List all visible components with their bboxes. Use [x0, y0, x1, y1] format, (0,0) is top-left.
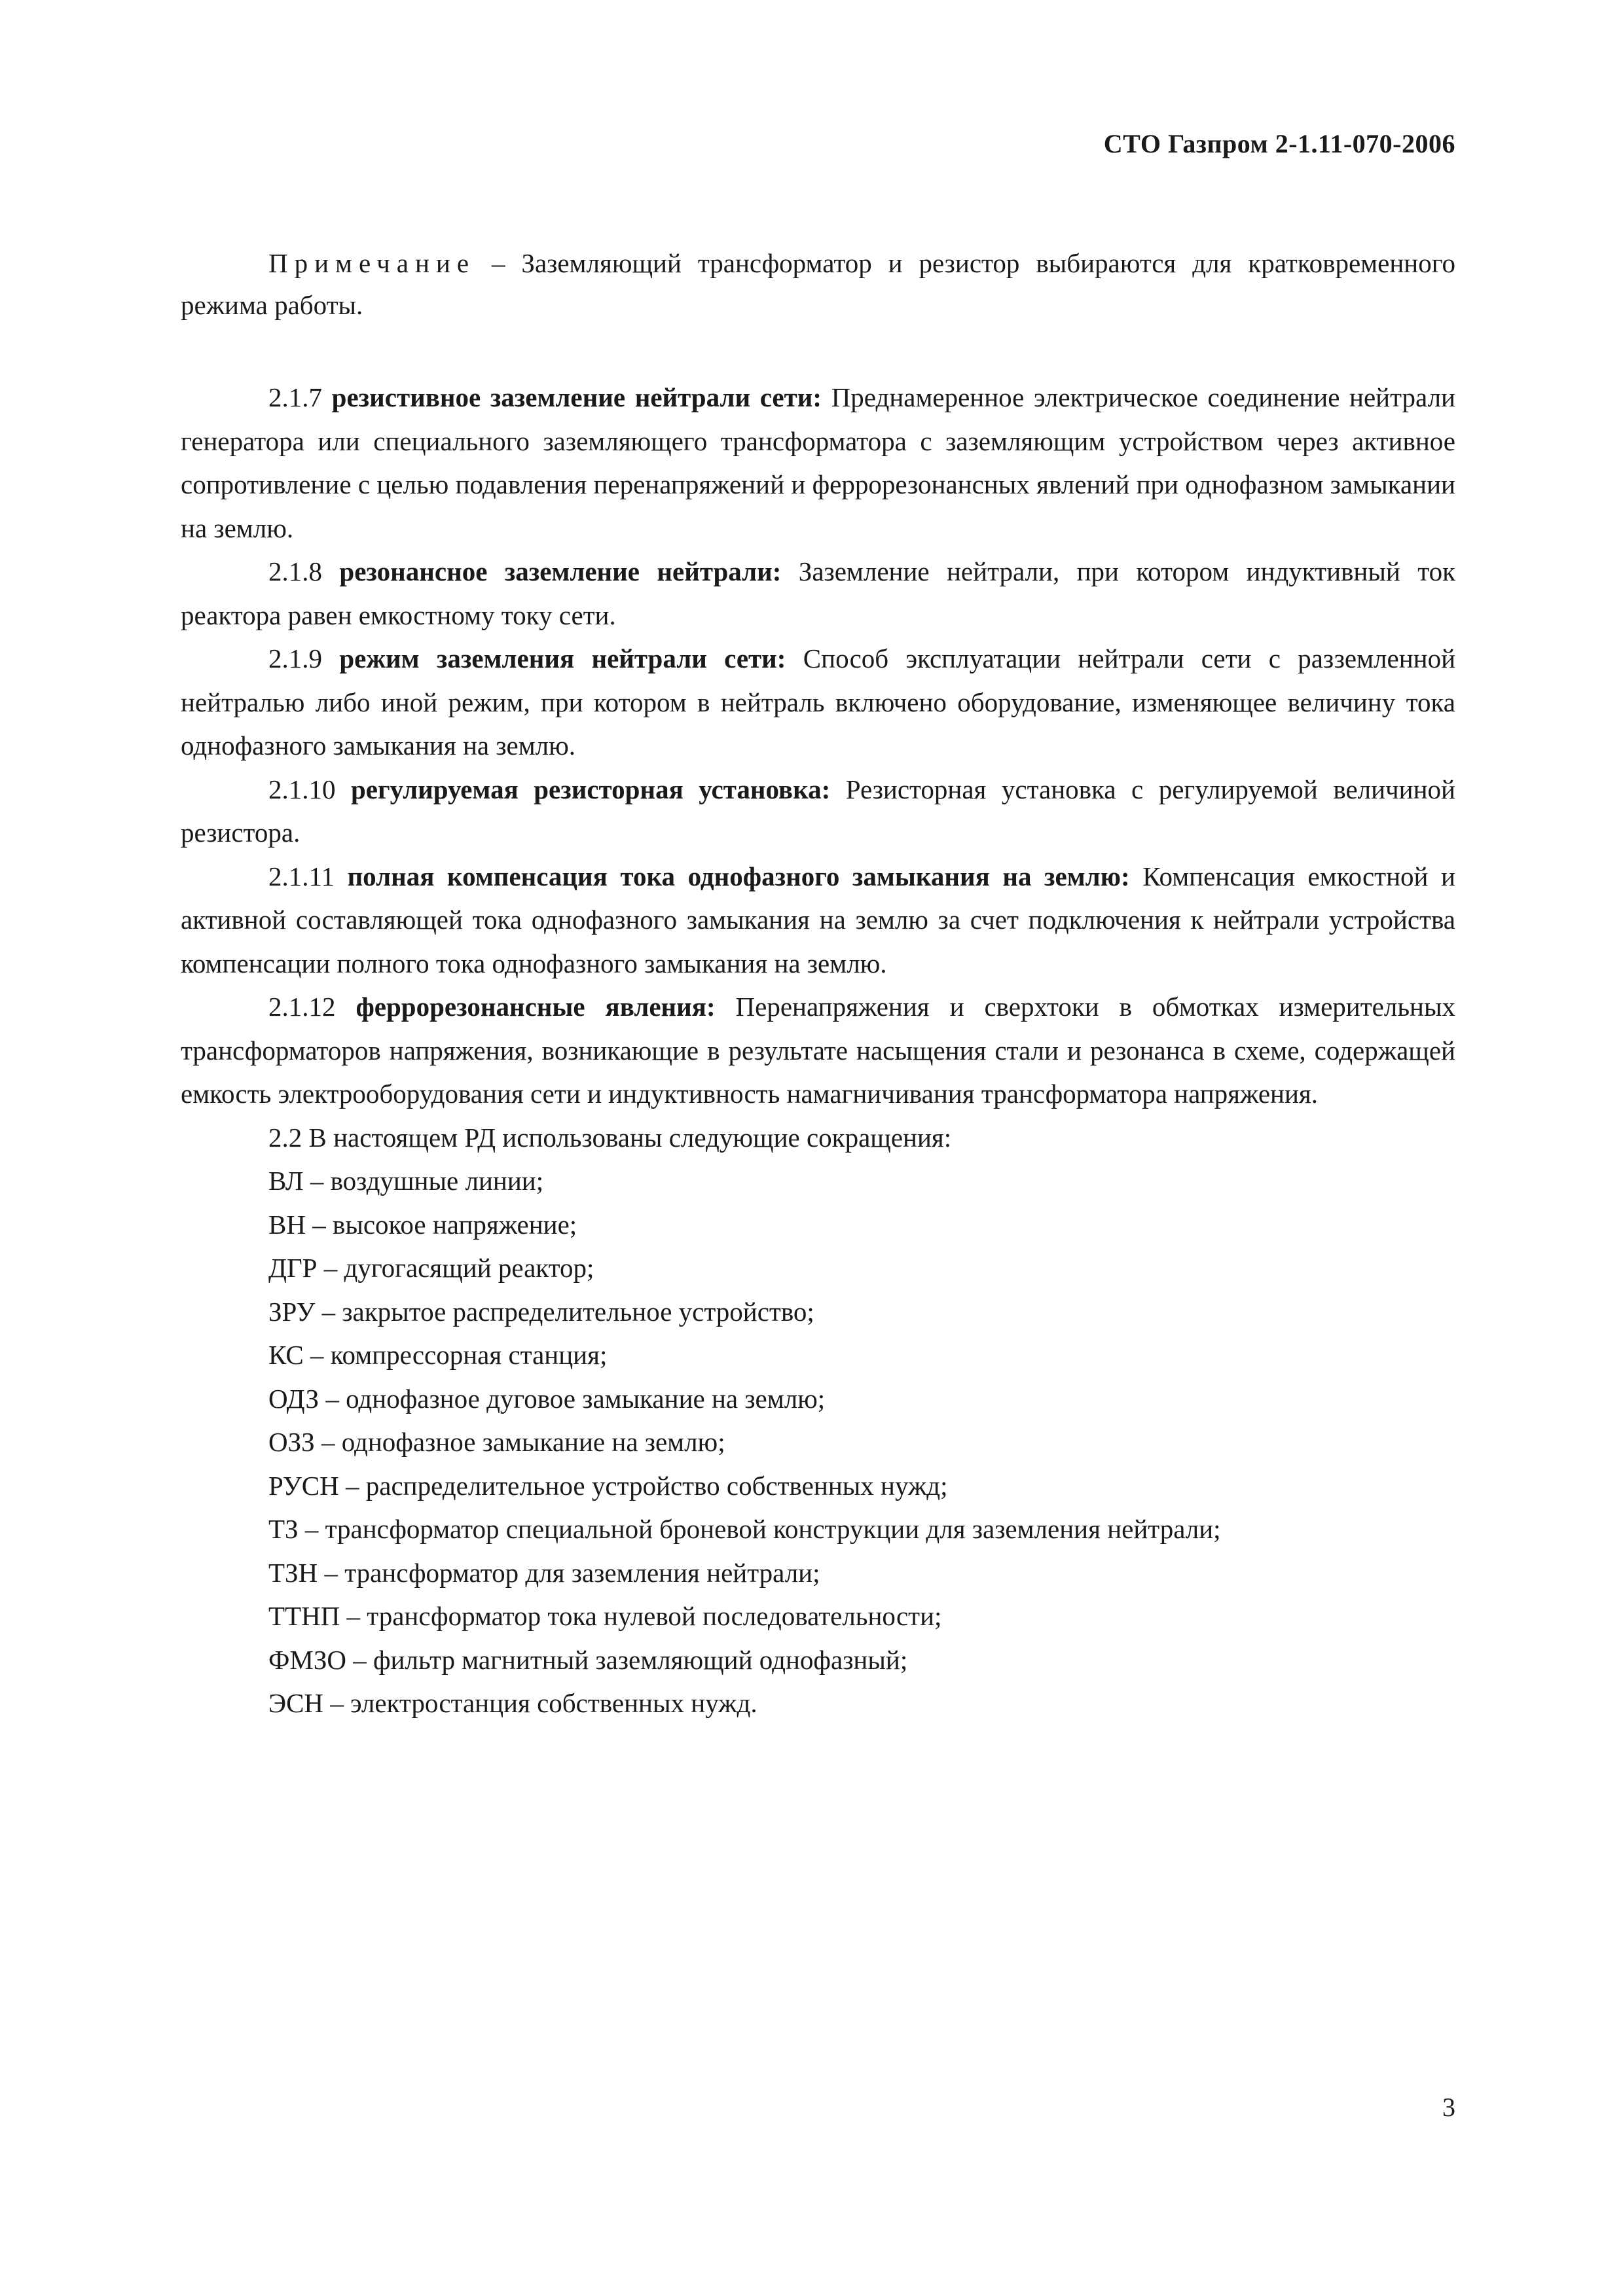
abbreviation-item: ТЗН – трансформатор для заземления нейтрали; [268, 1557, 820, 1588]
abbreviation-item: ВН – высокое напряжение; [268, 1209, 577, 1240]
term-2-1-11 [181, 855, 1455, 986]
abbreviation-item: КС – компрессорная станция; [268, 1340, 608, 1370]
term-2-1-10 [181, 768, 1455, 855]
term-definition: Способ эксплуатации нейтрали сети с разземленной нейтралью либо иной режим, при котором в нейтраль включено оборудование, изменяющее величину тока однофазного замыкания на землю. [181, 643, 1456, 761]
term-definition: Перенапряжения и сверхтоки в обмотках измерительных трансформаторов напряжения, возникающие в результате насыщения стали и резонанса в схеме, содержащей емкость электрооборудования сети и индуктивность намагничивания трансформатора напряжения. [181, 992, 1456, 1109]
document-header: СТО Газпром 2-1.11-070-2006 [1103, 129, 1455, 158]
term-2-1-9 [181, 637, 1455, 768]
abbreviation-item: РУСН – распределительное устройство собственных нужд; [268, 1470, 948, 1501]
term-name: регулируемая резисторная установка: [351, 774, 831, 804]
term-definition: Резисторная установка с регулируемой величиной резистора. [181, 774, 1455, 848]
term-number: 2.1.8 [268, 556, 322, 586]
term-definition: Преднамеренное электрическое соединение нейтрали генератора или специального заземляющего трансформатора с заземляющим устройством через активное сопротивление с целью подавления перенапряжений и феррорезонансных явлений при однофазном замыкании на землю. [181, 382, 1455, 543]
term-name: резистивное заземление нейтрали сети: [331, 382, 822, 412]
term-2-1-7 [181, 376, 1455, 550]
term-name: полная компенсация тока однофазного замыкания на землю: [347, 861, 1130, 891]
abbreviation-item: ЭСН – электростанция собственных нужд. [268, 1688, 757, 1718]
term-name: резонансное заземление нейтрали: [339, 556, 782, 586]
note-label: Примечание [268, 248, 476, 278]
abbreviation-item: ВЛ – воздушные линии; [268, 1166, 544, 1196]
term-number: 2.1.11 [268, 861, 335, 891]
term-number: 2.1.9 [268, 643, 322, 673]
note-paragraph [181, 242, 1455, 326]
abbreviations-intro: 2.2 В настоящем РД использованы следующие сокращения: [268, 1122, 952, 1153]
abbreviation-item: ТЗ – трансформатор специальной броневой конструкции для заземления нейтрали; [268, 1514, 1221, 1544]
page-number: 3 [1442, 2092, 1455, 2122]
term-number: 2.1.12 [268, 992, 336, 1022]
abbreviation-item: ОЗЗ – однофазное замыкание на землю; [268, 1427, 725, 1457]
term-definition: Заземление нейтрали, при котором индуктивный ток реактора равен емкостному току сети. [181, 556, 1456, 630]
term-number: 2.1.10 [268, 774, 336, 804]
abbreviation-item: ТТНП – трансформатор тока нулевой последовательности; [268, 1601, 942, 1631]
abbreviation-item: ДГР – дугогасящий реактор; [268, 1253, 594, 1283]
term-definition: Компенсация емкостной и активной составляющей тока однофазного замыкания на землю за счет подключения к нейтрали устройства компенсации полного тока однофазного замыкания на землю. [181, 861, 1455, 978]
abbreviation-item: ФМЗО – фильтр магнитный заземляющий однофазный; [268, 1644, 908, 1675]
term-2-1-8 [181, 550, 1455, 637]
term-name: феррорезонансные явления: [356, 992, 716, 1022]
note-text: – Заземляющий трансформатор и резистор выбираются для кратковременного режима работы. [181, 248, 1455, 320]
abbreviation-item: ОДЗ – однофазное дуговое замыкание на землю; [268, 1383, 826, 1414]
term-2-1-12 [181, 985, 1455, 1116]
term-name: режим заземления нейтрали сети: [339, 643, 786, 673]
abbreviation-item: ЗРУ – закрытое распределительное устройство; [268, 1296, 814, 1327]
term-number: 2.1.7 [268, 382, 322, 412]
terms-section [181, 376, 1455, 1725]
